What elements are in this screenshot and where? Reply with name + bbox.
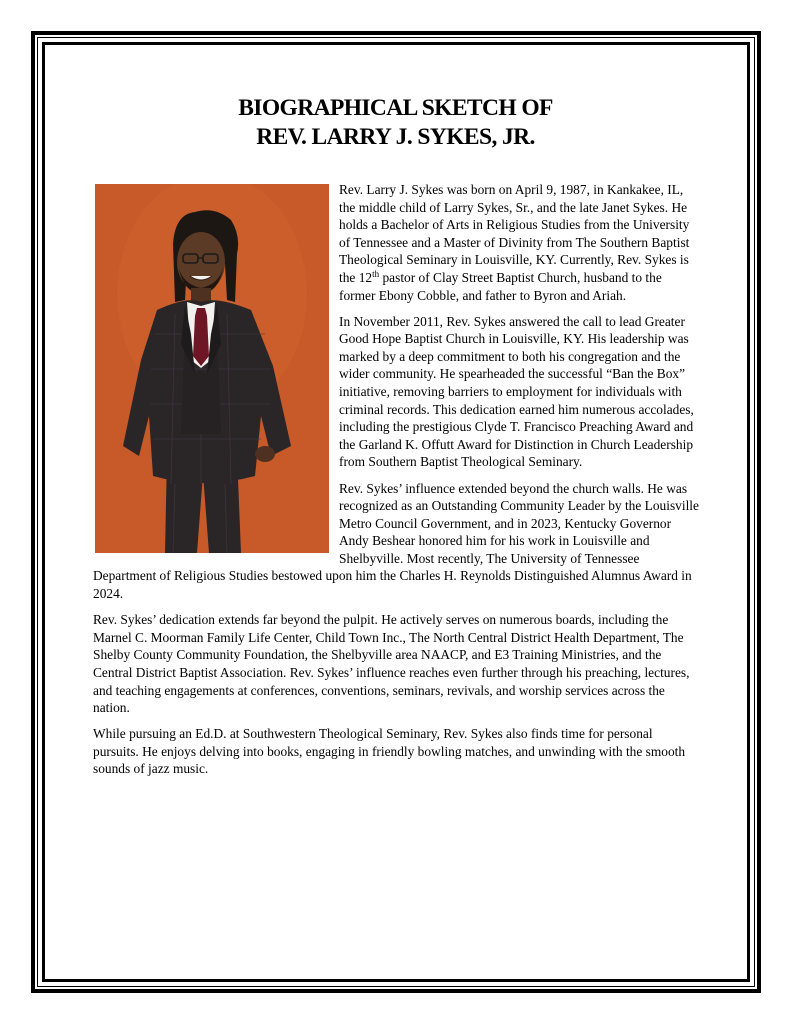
portrait-photo xyxy=(95,184,329,553)
bio-paragraph-1-text: Rev. Larry J. Sykes was born on April 9, 1987, in Kankakee, IL, the middle child of Larry Sykes, Sr., and the late Janet Sykes. He holds a Bachelor of Arts in Religious Studies from the University of Tennessee and a Master of Divinity from The Southern Baptist Theological Seminary in Louisville, KY. Currently, Rev. Sykes is the 12 xyxy=(339,182,690,285)
bio-paragraph-2: In November 2011, Rev. Sykes answered the call to lead Greater Good Hope Baptist Church in Louisville, KY. His leadership was marked by a deep commitment to both his congregation and the wider community. He spearheaded the successful “Ban the Box” initiative, removing barriers to employment for individuals with criminal records. This dedication earned him numerous accolades, including the prestigious Clyde T. Francisco Preaching Award and the Garland K. Offutt Award for Distinction in Church Leadership from Southern Baptist Theological Seminary. xyxy=(339,313,694,470)
title-line-2: REV. LARRY J. SYKES, JR. xyxy=(256,124,535,150)
bio-paragraph-5: While pursuing an Ed.D. at Southwestern Theological Seminary, Rev. Sykes also finds time for personal pursuits. He enjoys delving into books, engaging in friendly bowling matches, and unwinding with the smooth sounds of jazz music. xyxy=(93,726,686,777)
title-line-1: BIOGRAPHICAL SKETCH OF xyxy=(238,95,553,121)
bio-paragraph-4: Rev. Sykes’ dedication extends far beyond the pulpit. He actively serves on numerous boards, including the Marnel C. Moorman Family Life Center, Child Town Inc., The North Central District Health Department, The Shelby County Community Foundation, the Shelbyville area NAACP, and E3 Training Ministries, and the Central District Baptist Association. Rev. Sykes’ influence reaches even further through his preaching, lectures, and teaching engagements at conferences, conventions, seminars, revivals, and worship services across the nation. xyxy=(93,612,690,716)
bio-paragraph-1-continuation: pastor of Clay Street Baptist Church, husband to the former Ebony Cobble, and father to Byron and Ariah. xyxy=(339,269,662,303)
portrait-illustration xyxy=(95,184,329,553)
biography-body xyxy=(93,181,701,787)
bio-paragraph-3: Rev. Sykes’ influence extended beyond the church walls. He was recognized as an Outstanding Community Leader by the Louisville Metro Council Government, and in 2023, Kentucky Governor Andy Beshear honored him for his work in Louisville and Shelbyville. Most recently, The University of Tennessee Department of Religious Studies bestowed upon him the Charles H. Reynolds Distinguished Alumnus Award in 2024. xyxy=(93,480,699,602)
ordinal-suffix: th xyxy=(372,268,380,279)
document-title xyxy=(0,94,791,152)
